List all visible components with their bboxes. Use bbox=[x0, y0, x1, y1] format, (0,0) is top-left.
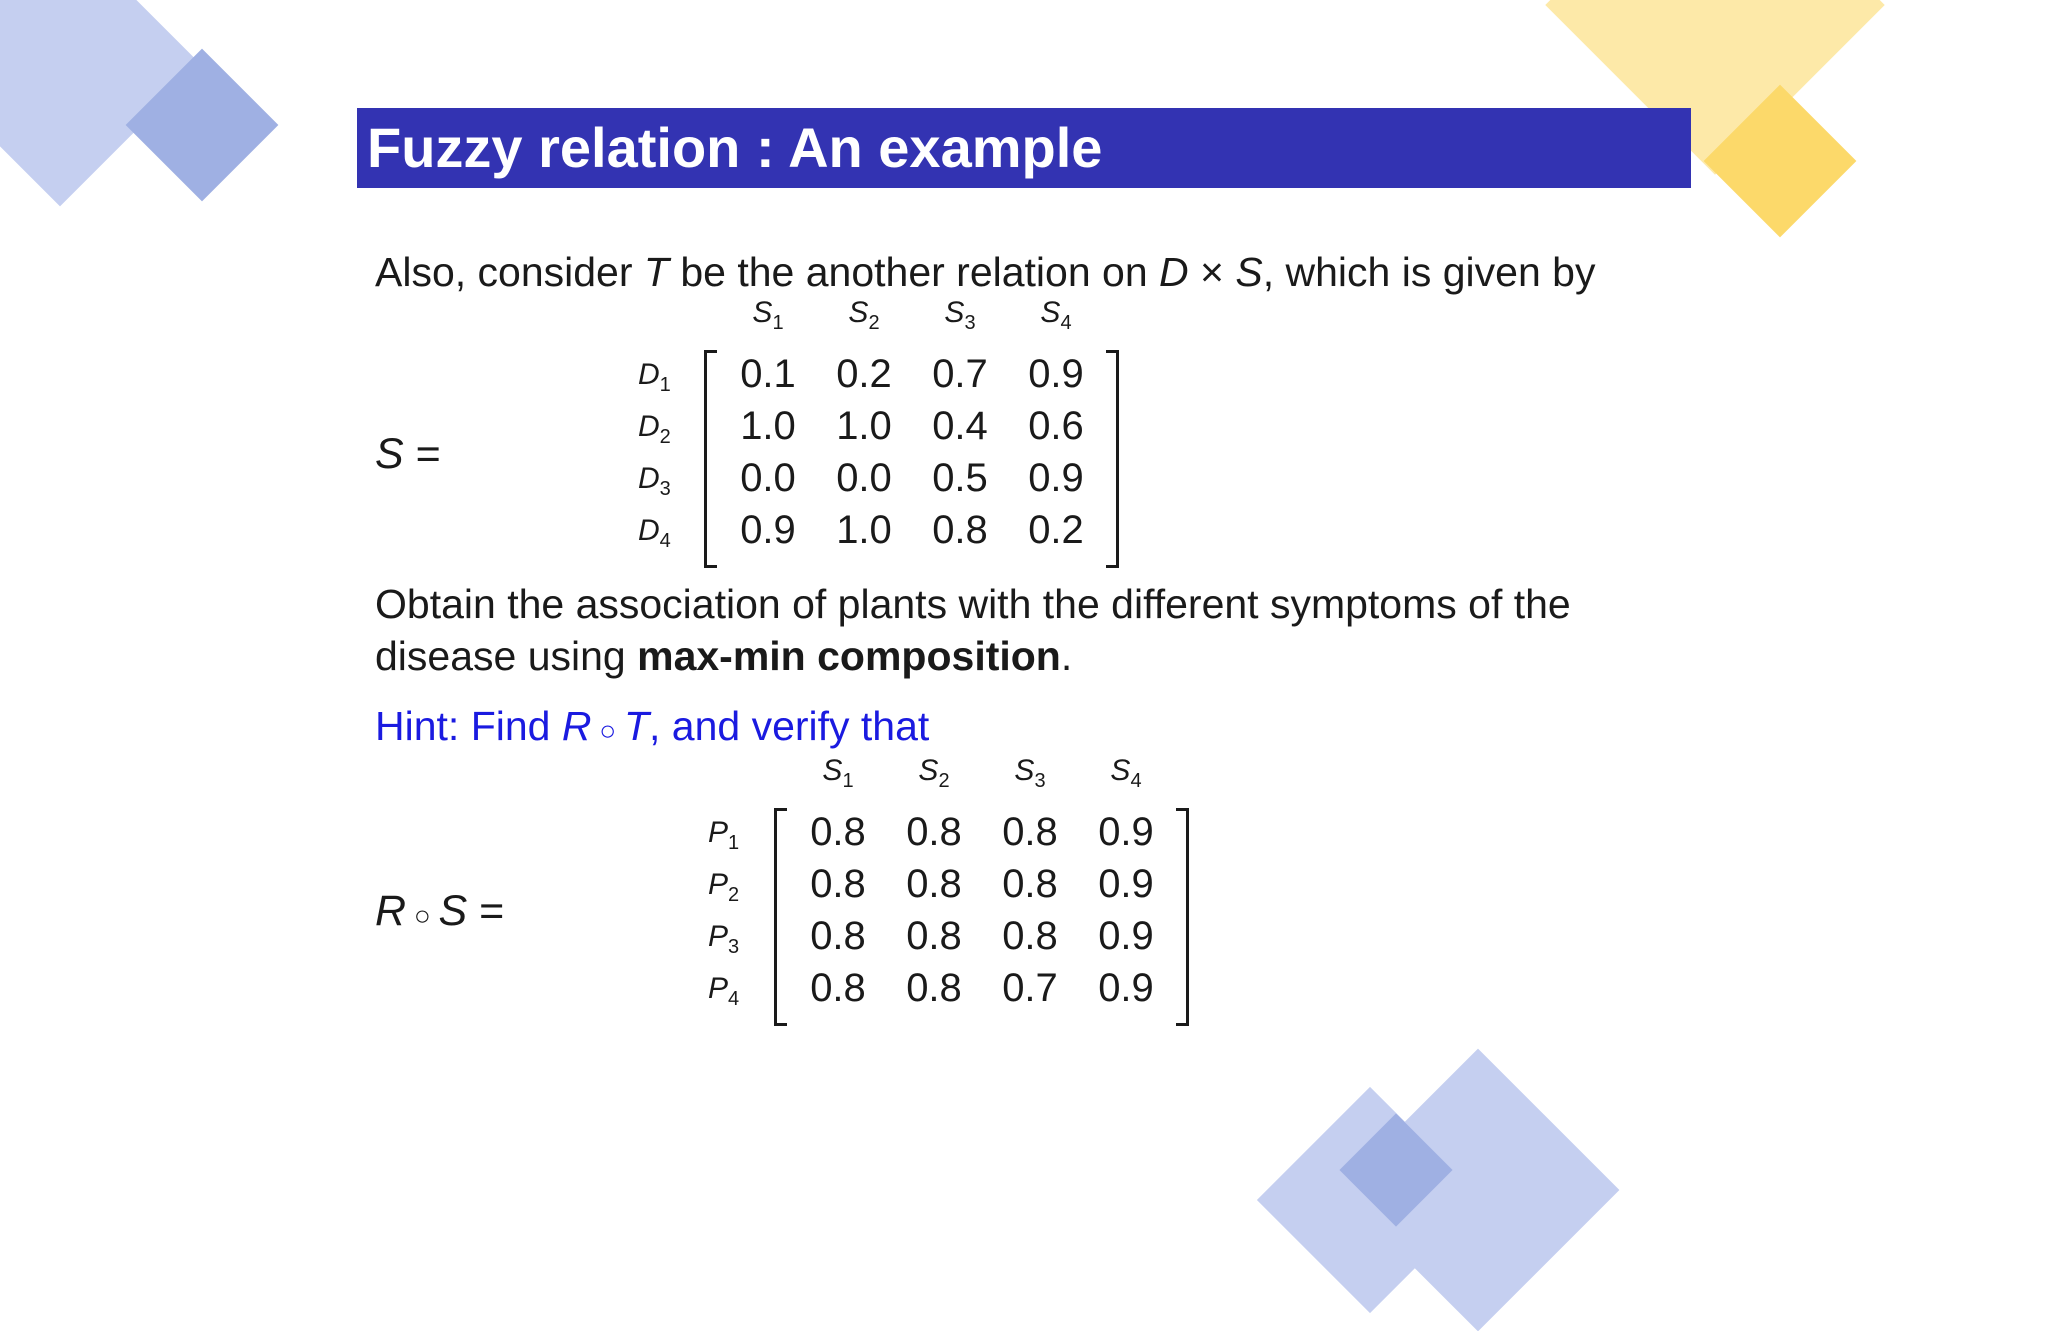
matrix-bracket-left bbox=[704, 350, 717, 568]
matrix-cell: 0.9 bbox=[1098, 914, 1154, 958]
row-header-letter: D bbox=[638, 514, 660, 547]
matrix-cell: 1.0 bbox=[836, 404, 892, 448]
matrix-rs-equals: = bbox=[467, 887, 505, 935]
row-header-letter: D bbox=[638, 462, 660, 495]
matrix-cell: 0.9 bbox=[1028, 456, 1084, 500]
hint-text bbox=[375, 702, 929, 751]
matrix-column-header bbox=[886, 754, 982, 793]
row-header-index: 4 bbox=[728, 988, 740, 1010]
obtain-line-1: Obtain the association of plants with the different symptoms of the bbox=[375, 581, 1571, 627]
intro-symbol-t: T bbox=[643, 249, 669, 295]
matrix-cell: 0.2 bbox=[836, 352, 892, 396]
matrix-rs-label bbox=[375, 887, 504, 936]
matrix-cell: 0.8 bbox=[810, 862, 866, 906]
matrix-row-header bbox=[708, 972, 739, 1011]
obtain-period: . bbox=[1060, 633, 1073, 679]
intro-times-symbol: × bbox=[1188, 249, 1236, 295]
matrix-s-label bbox=[375, 430, 441, 479]
matrix-column-header bbox=[790, 754, 886, 793]
matrix-bracket-right bbox=[1106, 350, 1119, 568]
matrix-row-header bbox=[708, 920, 739, 959]
matrix-cell: 0.8 bbox=[1002, 862, 1058, 906]
matrix-cell: 0.8 bbox=[810, 810, 866, 854]
hint-part-2: , and verify that bbox=[648, 703, 930, 749]
matrix-row-header bbox=[708, 816, 739, 855]
matrix-cell: 0.8 bbox=[810, 914, 866, 958]
column-header-index: 3 bbox=[1034, 770, 1046, 792]
matrix-cell: 0.8 bbox=[906, 914, 962, 958]
title-bar bbox=[357, 108, 1691, 188]
matrix-column-header bbox=[1078, 754, 1174, 793]
row-header-letter: D bbox=[638, 410, 660, 443]
matrix-cell: 0.7 bbox=[932, 352, 988, 396]
column-header-letter: S bbox=[1110, 754, 1131, 787]
intro-text bbox=[375, 248, 1595, 297]
matrix-cell: 0.9 bbox=[1098, 810, 1154, 854]
row-header-letter: D bbox=[638, 358, 660, 391]
matrix-row-header bbox=[638, 514, 671, 553]
matrix-cell: 0.9 bbox=[1098, 966, 1154, 1010]
matrix-column-header bbox=[720, 296, 816, 335]
row-header-index: 3 bbox=[728, 936, 740, 958]
matrix-column-header bbox=[1008, 296, 1104, 335]
row-header-index: 4 bbox=[659, 530, 671, 552]
row-header-letter: P bbox=[708, 920, 729, 953]
matrix-cell: 0.0 bbox=[836, 456, 892, 500]
hint-part-1: Hint: Find bbox=[375, 703, 562, 749]
matrix-s-symbol: S bbox=[375, 430, 404, 478]
column-header-letter: S bbox=[822, 754, 843, 787]
row-header-letter: P bbox=[708, 972, 729, 1005]
column-header-index: 2 bbox=[938, 770, 950, 792]
matrix-cell: 1.0 bbox=[740, 404, 796, 448]
row-header-index: 2 bbox=[659, 426, 671, 448]
page-title: Fuzzy relation : An example bbox=[367, 116, 1103, 179]
row-header-letter: P bbox=[708, 868, 729, 901]
matrix-row-header bbox=[638, 410, 671, 449]
matrix-cell: 0.8 bbox=[906, 810, 962, 854]
column-header-index: 1 bbox=[842, 770, 854, 792]
hint-symbol-r: R bbox=[561, 703, 592, 749]
column-header-letter: S bbox=[1040, 296, 1061, 329]
column-header-letter: S bbox=[1014, 754, 1035, 787]
obtain-bold-term: max-min composition bbox=[637, 633, 1061, 679]
matrix-cell: 0.8 bbox=[906, 966, 962, 1010]
obtain-line-2-text: disease using bbox=[375, 633, 638, 679]
obtain-line-2 bbox=[375, 632, 1072, 681]
matrix-rs-circ: ○ bbox=[406, 900, 439, 931]
row-header-letter: P bbox=[708, 816, 729, 849]
column-header-letter: S bbox=[944, 296, 965, 329]
intro-symbol-s: S bbox=[1235, 249, 1263, 295]
matrix-cell: 0.9 bbox=[1098, 862, 1154, 906]
matrix-cell: 0.8 bbox=[932, 508, 988, 552]
intro-symbol-d: D bbox=[1159, 249, 1189, 295]
matrix-cell: 0.6 bbox=[1028, 404, 1084, 448]
matrix-cell: 0.4 bbox=[932, 404, 988, 448]
row-header-index: 2 bbox=[728, 884, 740, 906]
row-header-index: 1 bbox=[728, 832, 740, 854]
matrix-bracket-right bbox=[1176, 808, 1189, 1026]
column-header-letter: S bbox=[848, 296, 869, 329]
matrix-row-header bbox=[638, 462, 671, 501]
matrix-cell: 0.0 bbox=[740, 456, 796, 500]
row-header-index: 3 bbox=[659, 478, 671, 500]
column-header-index: 1 bbox=[772, 312, 784, 334]
hint-symbol-t: T bbox=[623, 703, 649, 749]
matrix-cell: 0.8 bbox=[906, 862, 962, 906]
matrix-rs-symbol-s: S bbox=[438, 887, 468, 935]
matrix-bracket-left bbox=[774, 808, 787, 1026]
matrix-cell: 0.2 bbox=[1028, 508, 1084, 552]
matrix-s-equals: = bbox=[403, 430, 441, 478]
matrix-cell: 0.9 bbox=[1028, 352, 1084, 396]
intro-part-3: , which is given by bbox=[1262, 249, 1596, 295]
matrix-column-header bbox=[982, 754, 1078, 793]
column-header-index: 2 bbox=[868, 312, 880, 334]
intro-part-1: Also, consider bbox=[375, 249, 644, 295]
matrix-column-header bbox=[912, 296, 1008, 335]
column-header-index: 4 bbox=[1060, 312, 1072, 334]
matrix-column-header bbox=[816, 296, 912, 335]
matrix-cell: 0.8 bbox=[810, 966, 866, 1010]
intro-part-2: be the another relation on bbox=[668, 249, 1160, 295]
matrix-cell: 0.8 bbox=[1002, 914, 1058, 958]
matrix-cell: 1.0 bbox=[836, 508, 892, 552]
row-header-index: 1 bbox=[659, 374, 671, 396]
column-header-index: 3 bbox=[964, 312, 976, 334]
hint-circ-symbol: ○ bbox=[591, 715, 624, 746]
column-header-letter: S bbox=[918, 754, 939, 787]
matrix-cell: 0.7 bbox=[1002, 966, 1058, 1010]
matrix-rs-symbol-r: R bbox=[375, 887, 407, 935]
matrix-row-header bbox=[708, 868, 739, 907]
matrix-cell: 0.8 bbox=[1002, 810, 1058, 854]
matrix-row-header bbox=[638, 358, 671, 397]
column-header-letter: S bbox=[752, 296, 773, 329]
matrix-cell: 0.9 bbox=[740, 508, 796, 552]
column-header-index: 4 bbox=[1130, 770, 1142, 792]
matrix-cell: 0.1 bbox=[740, 352, 796, 396]
matrix-cell: 0.5 bbox=[932, 456, 988, 500]
